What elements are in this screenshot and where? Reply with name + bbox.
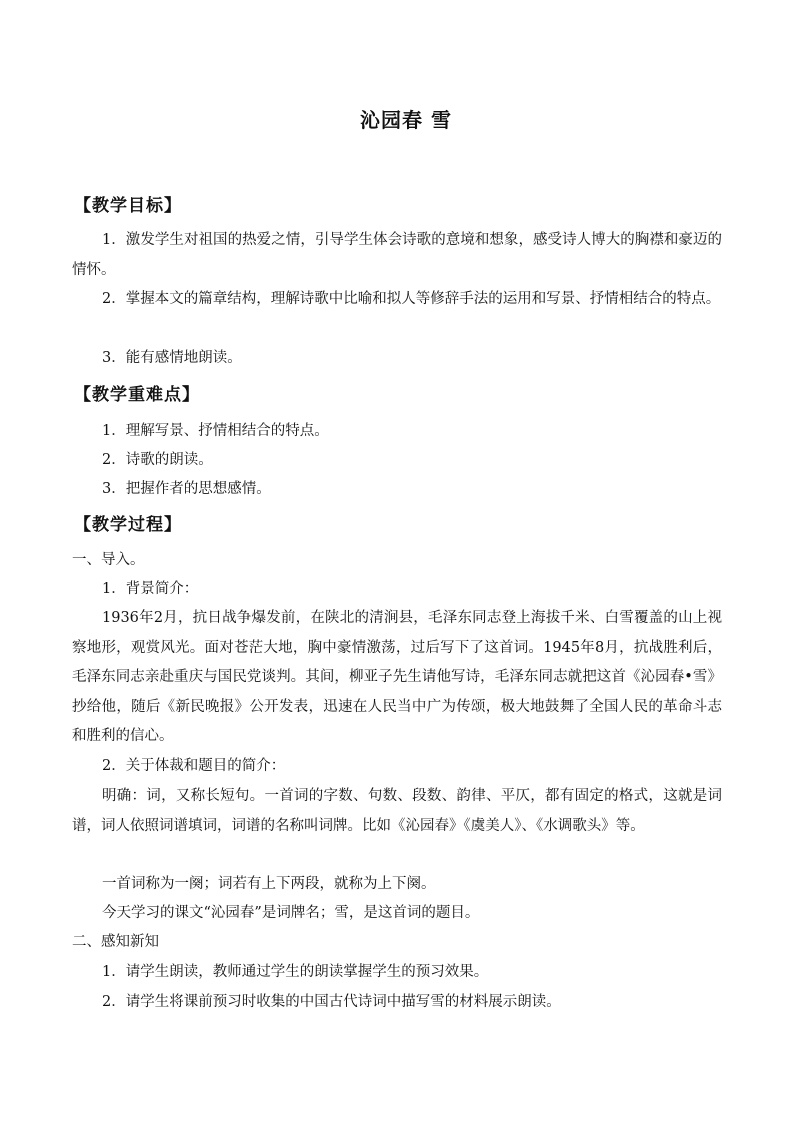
goal-item-3: 3．能有感情地朗读。 bbox=[102, 350, 242, 366]
goal-item-2: 2．掌握本文的篇章结构，理解诗歌中比喻和拟人等修辞手法的运用和写景、抒情相结合的特点。 bbox=[102, 291, 721, 307]
goal-item-1: 1．激发学生对祖国的热爱之情，引导学生体会诗歌的意境和想象，感受诗人博大的胸襟和豪迈的情怀。 bbox=[72, 232, 722, 278]
page-title: 沁园春 雪 bbox=[360, 108, 452, 132]
process-part-1: 一、导入。 bbox=[72, 552, 145, 568]
process-sub-2: 2．关于体裁和题目的简介： bbox=[102, 758, 286, 774]
process-part-2: 二、感知新知 bbox=[72, 934, 159, 950]
paragraph-line-1: 一首词称为一阕；词若有上下两段，就称为上下阕。 bbox=[102, 876, 436, 892]
section-heading-key-points: 【教学重难点】 bbox=[74, 385, 200, 405]
section-heading-goals: 【教学目标】 bbox=[74, 196, 182, 216]
paragraph-line-2: 今天学习的课文“沁园春”是词牌名；雪，是这首词的题目。 bbox=[102, 905, 480, 921]
background-paragraph: 1936年2月，抗日战争爆发前，在陕北的清涧县，毛泽东同志登上海拔千米、白雪覆盖的山上视察地形，观赏风光。面对苍茫大地，胸中豪情激荡，过后写下了这首词。1945年8月，抗战胜利后，毛泽东同志亲赴重庆与国民党谈判。其间，柳亚子先生请他写诗，毛泽东同志就把这首《沁园春•雪》抄给他，随后《新民晚报》公开发表，迅速在人民当中广为传颂，极大地鼓舞了全国人民的革命斗志和胜利的信心。 bbox=[72, 610, 722, 744]
key-point-item-3: 3．把握作者的思想感情。 bbox=[102, 481, 271, 497]
part2-item-2: 2．请学生将课前预习时收集的中国古代诗词中描写雪的材料展示朗读。 bbox=[102, 994, 561, 1010]
key-point-item-1: 1．理解写景、抒情相结合的特点。 bbox=[102, 423, 329, 439]
section-heading-process: 【教学过程】 bbox=[74, 515, 182, 535]
part2-item-1: 1．请学生朗读，教师通过学生的朗读掌握学生的预习效果。 bbox=[102, 964, 489, 980]
key-point-item-2: 2．诗歌的朗读。 bbox=[102, 452, 213, 468]
process-sub-1: 1．背景简介： bbox=[102, 581, 199, 597]
explain-paragraph: 明确：词，又称长短句。一首词的字数、句数、段数、韵律、平仄，都有固定的格式，这就是词谱，词人依照词谱填词，词谱的名称叫词牌。比如《沁园春》《虞美人》、《水调歌头》等。 bbox=[72, 788, 722, 834]
